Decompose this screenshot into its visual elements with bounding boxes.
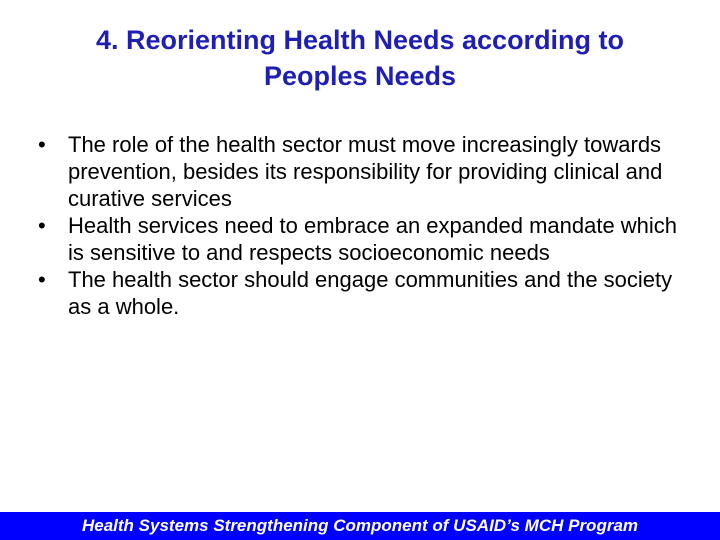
- bullet-text: The role of the health sector must move increasingly towards prevention, besides its responsibility for providing clinical and curative services: [68, 132, 663, 211]
- bullet-item: [38, 266, 678, 320]
- bullet-list: [38, 131, 678, 320]
- bullet-item: [38, 131, 678, 212]
- footer-bar: [0, 512, 720, 540]
- bullet-dot-icon: •: [38, 213, 46, 238]
- footer-text: Health Systems Strengthening Component of USAID’s MCH Program: [81, 516, 639, 535]
- bullet-dot-icon: •: [38, 267, 46, 292]
- bullet-item: [38, 212, 678, 266]
- slide-title-line-1: 4. Reorienting Health Needs according to: [95, 25, 625, 55]
- slide-title-line-2: Peoples Needs: [263, 61, 457, 91]
- bullet-text: The health sector should engage communities and the society as a whole.: [68, 267, 673, 319]
- bullet-dot-icon: •: [38, 132, 46, 157]
- bullet-text: Health services need to embrace an expanded mandate which is sensitive to and respects socioeconomic needs: [68, 213, 678, 265]
- slide-title: [20, 22, 700, 94]
